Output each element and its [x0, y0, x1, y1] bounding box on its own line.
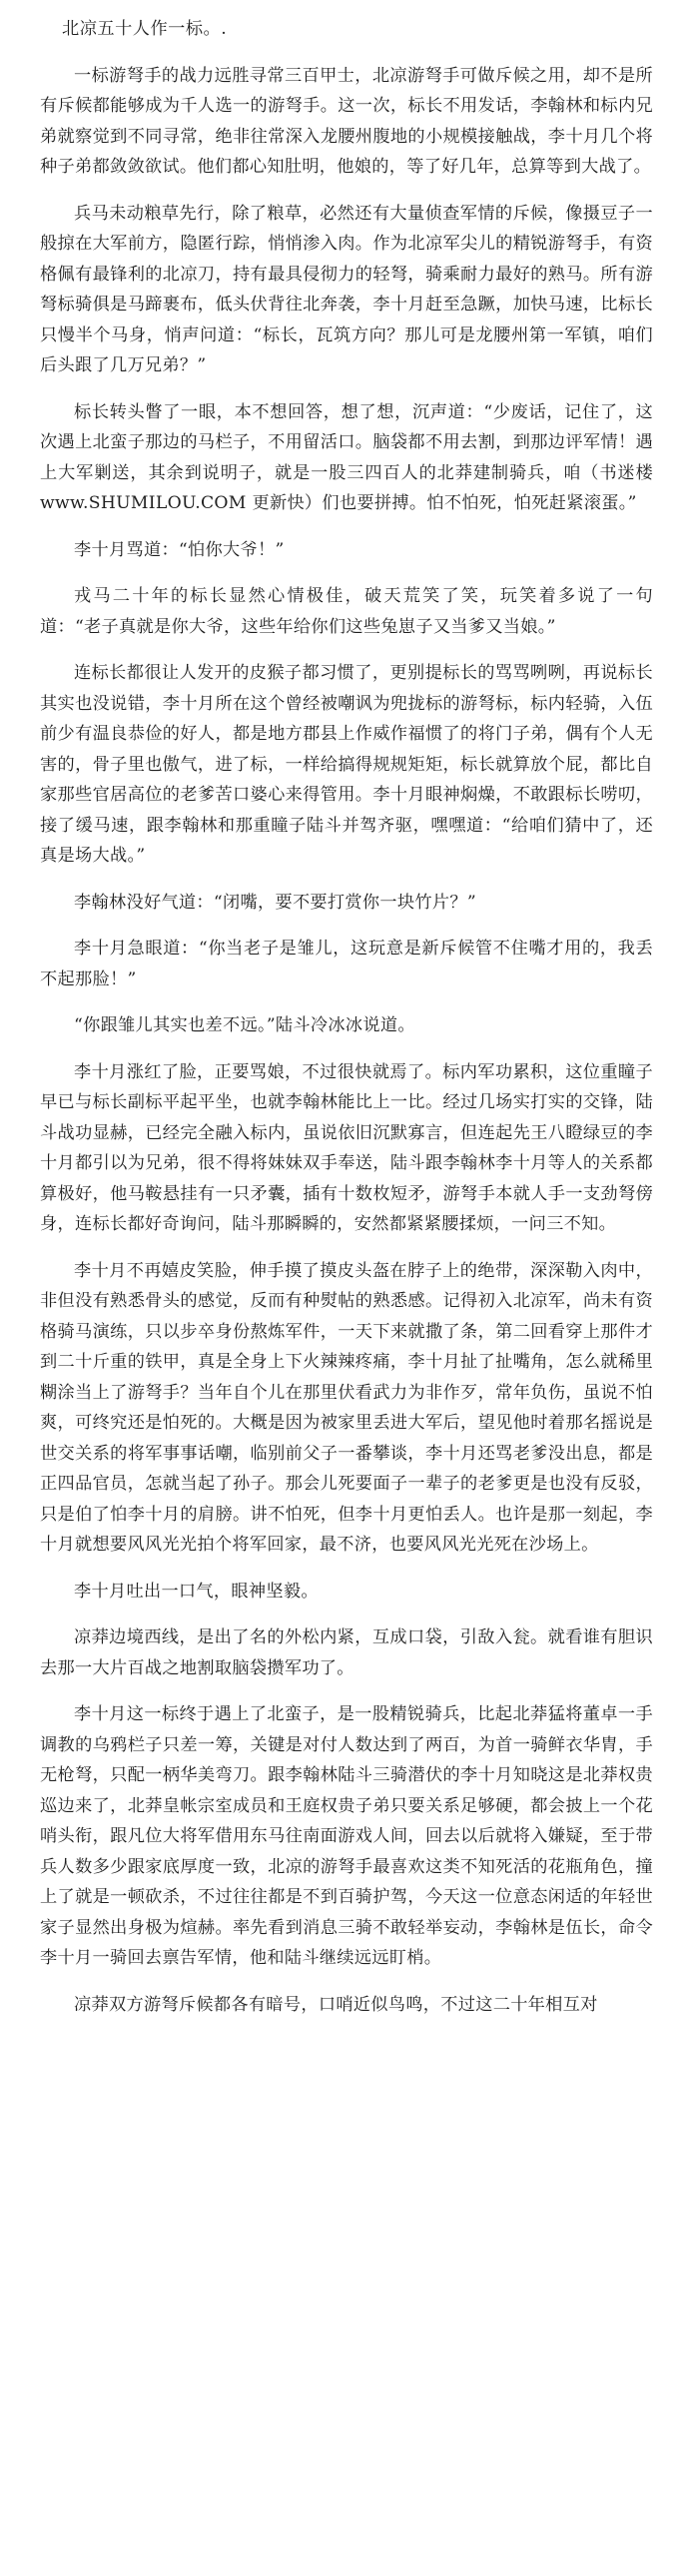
- paragraph: 李十月涨红了脸，正要骂娘，不过很快就焉了。标内军功累积，这位重瞳子早已与标长副标平起平坐，也就李翰林能比上一比。经过几场实打实的交锋，陆斗战功显赫，已经完全融入标内，虽说依旧沉默寡言，但连起先王八瞪绿豆的李十月都引以为兄弟，很不得将妹妹双手奉送，陆斗跟李翰林李十月等人的关系都算极好，他马鞍悬挂有一只矛囊，插有十数枚短矛，游弩手本就人手一支劲弩傍身，连标长都好奇询问，陆斗那瞬瞬的，安然都紧紧腰揉烦，一问三不知。: [40, 1061, 653, 1234]
- paragraph: 凉莽边境西线，是出了名的外松内紧，互成口袋，引敌入瓮。就看谁有胆识去那一大片百战之地割取脑袋攒军功了。: [40, 1627, 653, 1678]
- paragraph: 李翰林没好气道：“闭嘴，要不要打赏你一块竹片？”: [74, 892, 476, 913]
- paragraph: 连标长都很让人发开的皮猴子都习惯了，更别提标长的骂骂咧咧，再说标长其实也没说错，李十月所在这个曾经被嘲讽为兜拢标的游弩标，标内轻骑，入伍前少有温良恭俭的好人，都是地方郡县上作威作福惯了的将门子弟，偶有个人无害的，骨子里也傲气，进了标，一样给搞得规规矩矩，标长就算放个屁，都比自家那些官居高位的老爹苦口婆心来得管用。李十月眼神焖燥，不敢跟标长唠叨，接了缓马速，跟李翰林和那重瞳子陆斗并驾齐驱，嘿嘿道：“给咱们猜中了，还真是场大战。”: [40, 663, 653, 866]
- paragraph: 一标游弩手的战力远胜寻常三百甲士，北凉游弩手可做斥候之用，却不是所有斥候都能够成为千人选一的游弩手。这一次，标长不用发话，李翰林和标内兄弟就察觉到不同寻常，绝非往常深入龙腰州腹地的小规模接触战，李十月几个将种子弟都敛敛欲试。他们都心知肚明，他娘的，等了好几年，总算等到大战了。: [40, 65, 653, 177]
- paragraph: 标长转头瞥了一眼，本不想回答，想了想，沉声道：“少废话，记住了，这次遇上北蛮子那边的马栏子，不用留活口。脑袋都不用去割，到那边评军情！遇上大军剿送，其余到说明子，就是一股三四百人的北莽建制骑兵，咱（书迷楼www.SHUMILOU.COM 更新快）们也要拼搏。怕不怕死，怕死赶紧滚蛋。”: [40, 401, 653, 513]
- paragraph: 李十月这一标终于遇上了北蛮子，是一股精锐骑兵，比起北莽猛将董卓一手调教的乌鸦栏子只差一筹，关键是对付人数达到了两百，为首一骑鲜衣华胄，手无枪弩，只配一柄华美弯刀。跟李翰林陆斗三骑潜伏的李十月知晓这是北莽权贵巡边来了，北莽皇帐宗室成员和王庭权贵子弟只要关系足够硬，都会披上一个花哨头衔，跟凡位大将军借用东马往南面游戏人间，回去以后就将入嫌疑，至于带兵人数多少跟家底厚度一致，北凉的游弩手最喜欢这类不知死活的花瓶角色，撞上了就是一顿砍杀，不过往往都是不到百骑护驾，今天这一位意态闲适的年轻世家子显然出身极为煊赫。率先看到消息三骑不敢轻举妄动，李翰林是伍长，命令李十月一骑回去禀告军情，他和陆斗继续远远盯梢。: [40, 1704, 653, 1968]
- paragraph: 凉莽双方游弩斥候都各有暗号，口哨近似鸟鸣，不过这二十年相互对: [74, 1994, 598, 2015]
- paragraph: 李十月不再嬉皮笑脸，伸手摸了摸皮头盔在脖子上的绝带，深深勒入肉中，非但没有熟悉骨头的感觉，反而有种熨帖的熟悉感。记得初入北凉军，尚未有资格骑马演练，只以步卒身份熬炼军件，一天下来就撒了条，第二回看穿上那件才到二十斤重的铁甲，真是全身上下火辣辣疼痛，李十月扯了扯嘴角，怎么就稀里糊涂当上了游弩手？当年自个儿在那里伏看武力为非作歹，常年负伤，虽说不怕爽，可终究还是怕死的。大概是因为被家里丢进大军后，望见他时着那名摇说是世交关系的将军事事话嘲，临别前父子一番攀谈，李十月还骂老爹没出息，都是正四品官员，怎就当起了孙子。那会儿死要面子一辈子的老爹更是也没有反驳，只是伯了怕李十月的肩膀。讲不怕死，但李十月更怕丢人。也许是那一刻起，李十月就想要风风光光拍个将军回家，最不济，也要风风光光死在沙场上。: [40, 1260, 653, 1555]
- paragraph: 戎马二十年的标长显然心情极佳，破天荒笑了笑，玩笑着多说了一句道：“老子真就是你大爷，这些年给你们这些兔崽子又当爹又当娘。”: [40, 586, 653, 637]
- paragraph: 李十月吐出一口气，眼神坚毅。: [74, 1581, 319, 1602]
- paragraph: “你跟雏儿其实也差不远。”陆斗冷冰冰说道。: [74, 1015, 415, 1035]
- chapter-title: 北凉五十人作一标。.: [62, 19, 228, 39]
- paragraph: 李十月急眼道：“你当老子是雏儿，这玩意是新斥候管不住嘴才用的，我丢不起那脸！”: [40, 939, 653, 989]
- chapter-body: [40, 61, 653, 2021]
- paragraph: 兵马未动粮草先行，除了粮草，必然还有大量侦查军情的斥候，像摄豆子一般掠在大军前方，隐匿行踪，悄悄渗入肉。作为北凉军尖儿的精锐游弩手，有资格佩有最锋利的北凉刀，持有最具侵彻力的轻弩，骑乘耐力最好的熟马。所有游弩标骑俱是马蹄裹布，低头伏背往北奔袭，李十月赶至急蹶，加快马速，比标长只慢半个马身，悄声问道：“标长，瓦筑方向？那儿可是龙腰州第一军镇，咱们后头跟了几万兄弟？”: [40, 203, 653, 375]
- paragraph: 李十月骂道：“怕你大爷！”: [74, 539, 285, 560]
